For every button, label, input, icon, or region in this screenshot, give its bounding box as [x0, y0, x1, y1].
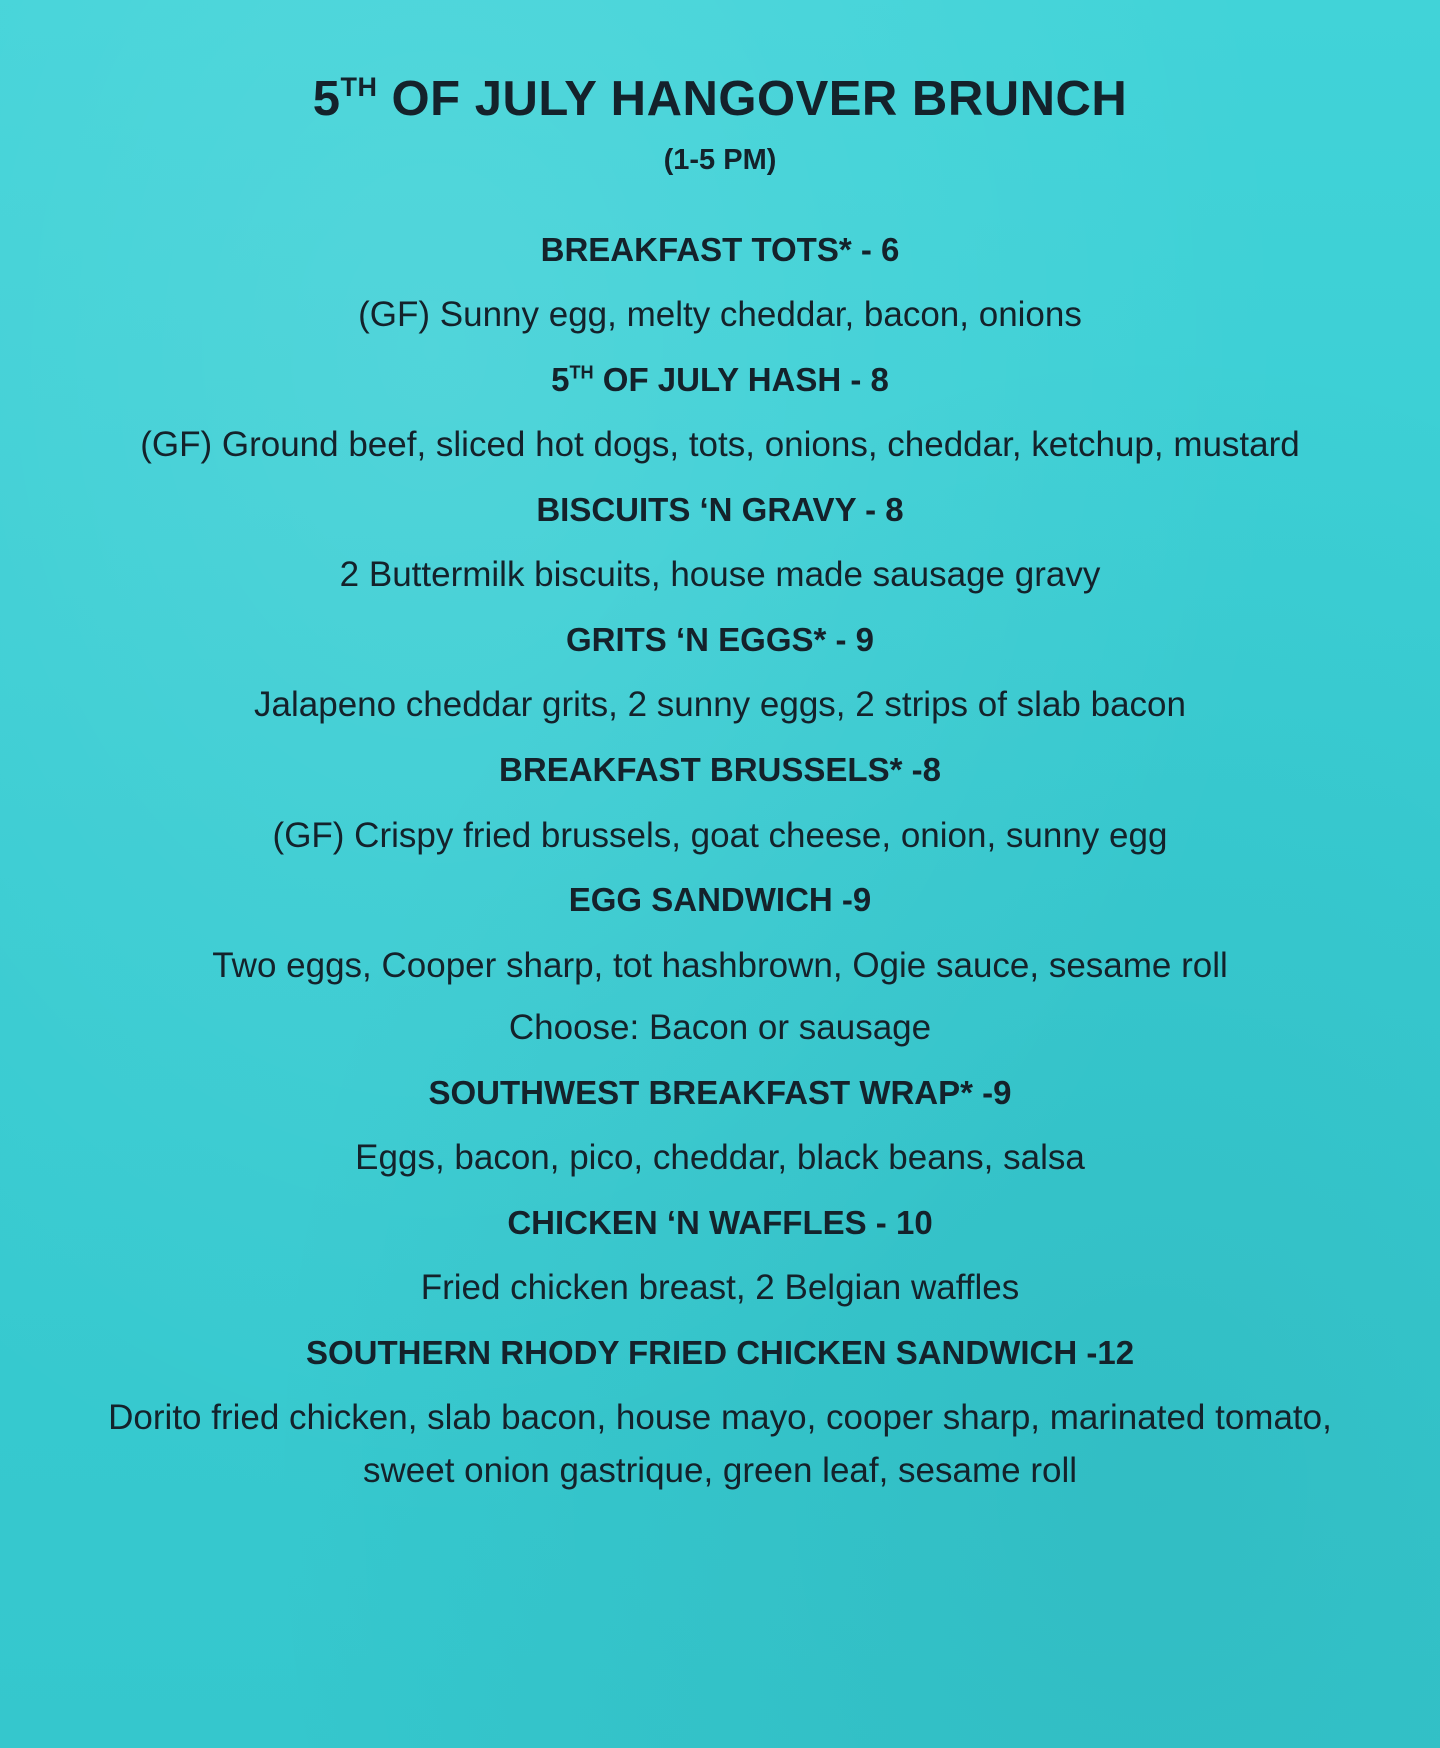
menu-item-fried-chicken-sandwich	[0, 1333, 1440, 1498]
menu-title-superscript: TH	[340, 72, 378, 103]
menu-item-chicken-waffles	[0, 1203, 1440, 1315]
item-name: SOUTHERN RHODY FRIED CHICKEN SANDWICH -12	[305, 1333, 1135, 1371]
item-name-prefix: 5	[551, 360, 570, 398]
item-name: BISCUITS ‘N GRAVY - 8	[536, 490, 904, 528]
item-description: Dorito fried chicken, slab bacon, house mayo, cooper sharp, marinated tomato, sweet onion gastrique, green leaf, sesame roll	[108, 1398, 1332, 1490]
item-name: EGG SANDWICH -9	[568, 881, 872, 919]
item-description: Fried chicken breast, 2 Belgian waffles	[420, 1268, 1020, 1308]
menu-item-breakfast-tots	[0, 230, 1440, 342]
menu-item-breakfast-brussels	[0, 750, 1440, 862]
item-name: GRITS ‘N EGGS* - 9	[565, 620, 875, 658]
menu-hours: (1-5 PM)	[663, 143, 777, 176]
item-name: CHICKEN ‘N WAFFLES - 10	[507, 1203, 933, 1241]
item-name: BREAKFAST TOTS* - 6	[540, 230, 900, 268]
item-description: 2 Buttermilk biscuits, house made sausage gravy	[339, 555, 1101, 595]
item-description: (GF) Crispy fried brussels, goat cheese, onion, sunny egg	[272, 815, 1168, 855]
menu-title	[0, 70, 1440, 129]
menu-item-hash	[0, 360, 1440, 472]
menu-title-prefix: 5	[312, 72, 341, 126]
menu-item-egg-sandwich	[0, 880, 1440, 1055]
item-name	[0, 360, 1440, 400]
item-name-rest: OF JULY HASH - 8	[593, 360, 889, 398]
item-name: SOUTHWEST BREAKFAST WRAP* -9	[428, 1073, 1012, 1111]
item-description: Eggs, bacon, pico, cheddar, black beans, salsa	[355, 1138, 1085, 1178]
item-name-superscript: TH	[569, 361, 594, 382]
item-description: (GF) Sunny egg, melty cheddar, bacon, onions	[358, 295, 1082, 335]
menu-list	[0, 230, 1440, 1498]
item-name: BREAKFAST BRUSSELS* -8	[499, 750, 941, 788]
menu-title-rest: OF JULY HANGOVER BRUNCH	[377, 72, 1128, 126]
item-description: Jalapeno cheddar grits, 2 sunny eggs, 2 strips of slab bacon	[254, 685, 1186, 725]
item-description: (GF) Ground beef, sliced hot dogs, tots, onions, cheddar, ketchup, mustard	[140, 425, 1300, 465]
menu-item-biscuits-gravy	[0, 490, 1440, 602]
menu-item-grits-eggs	[0, 620, 1440, 732]
menu-item-southwest-wrap	[0, 1073, 1440, 1185]
item-description: Two eggs, Cooper sharp, tot hashbrown, Ogie sauce, sesame roll	[212, 945, 1228, 985]
item-choice: Choose: Bacon or sausage	[508, 1008, 932, 1048]
